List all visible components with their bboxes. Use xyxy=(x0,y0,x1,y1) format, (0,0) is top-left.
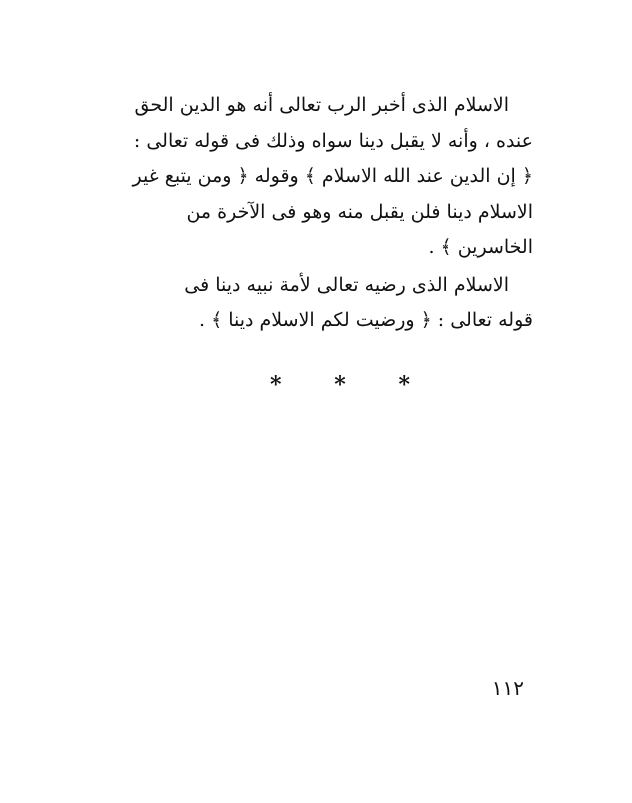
text-line: الاسلام الذى رضيه تعالى لأمة نبيه دينا فى xyxy=(184,273,509,296)
text-line: ﴿ إن الدين عند الله الاسلام ﴾ وقوله ﴿ ومن يتبع غير xyxy=(132,165,533,187)
section-separator xyxy=(270,372,410,398)
asterisk-icon: * xyxy=(270,372,282,398)
paragraph-1 xyxy=(132,88,533,266)
text-line: الخاسرين ﴾ . xyxy=(428,236,533,258)
body-text xyxy=(132,88,533,339)
text-line: قوله تعالى : ﴿ ورضيت لكم الاسلام دينا ﴾ . xyxy=(198,309,533,331)
text-line: الاسلام دينا فلن يقبل منه وهو فى الآخرة من xyxy=(186,200,533,223)
text-line: عنده ، وأنه لا يقبل دينا سواه وذلك فى قوله تعالى : xyxy=(133,129,533,152)
page-number: ١١٢ xyxy=(491,676,524,700)
asterisk-icon: * xyxy=(398,372,410,398)
text-line: الاسلام الذى أخبر الرب تعالى أنه هو الدين الحق xyxy=(134,94,509,116)
paragraph-2 xyxy=(145,268,533,339)
asterisk-icon: * xyxy=(334,372,346,398)
